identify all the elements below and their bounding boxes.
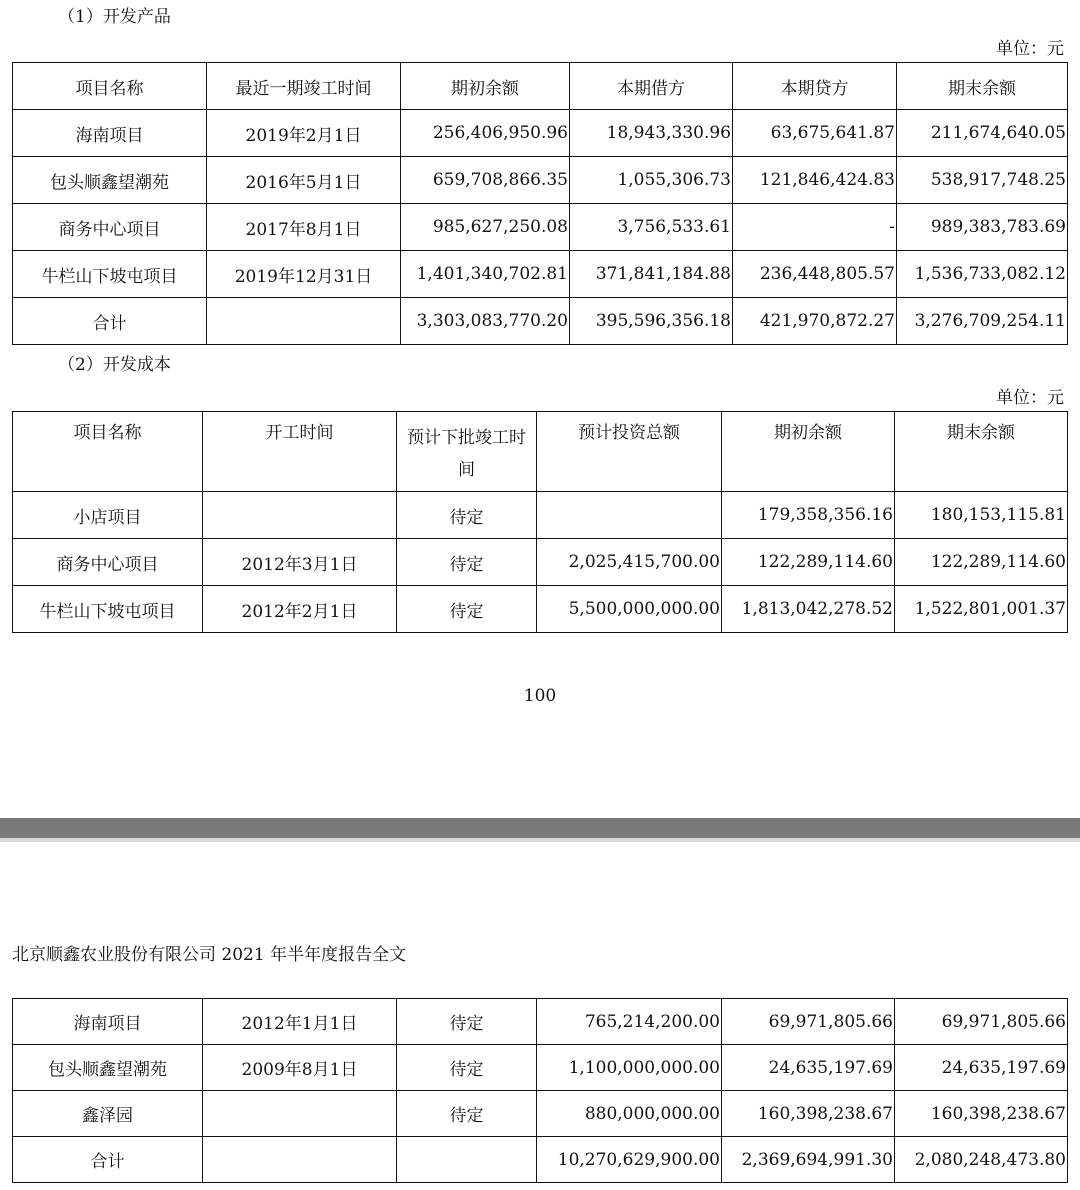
amount-cell: 69,971,805.66: [895, 999, 1068, 1045]
project-name-cell: 鑫泽园: [13, 1091, 203, 1137]
col-header: 最近一期竣工时间: [207, 63, 401, 110]
col-header: 期末余额: [895, 412, 1068, 492]
table-row: [13, 586, 1068, 633]
section1-title: （1）开发产品: [58, 7, 171, 27]
col-header: 项目名称: [13, 63, 207, 110]
amount-cell: 122,289,114.60: [722, 539, 895, 586]
amount-cell: 659,708,866.35: [401, 157, 570, 204]
table-row: [13, 110, 1068, 157]
start-date-cell: [203, 1091, 397, 1137]
completion-date-cell: 2017年8月1日: [207, 204, 401, 251]
start-date-cell: [203, 1137, 397, 1183]
completion-status-cell: [397, 1137, 537, 1183]
amount-cell: 1,536,733,082.12: [897, 251, 1068, 298]
table-header-row: [13, 412, 1068, 492]
total-label-cell: 合计: [13, 298, 207, 345]
amount-cell: 2,025,415,700.00: [537, 539, 722, 586]
project-name-cell: 海南项目: [13, 110, 207, 157]
start-date-cell: 2009年8月1日: [203, 1045, 397, 1091]
amount-cell: 211,674,640.05: [897, 110, 1068, 157]
amount-cell: 1,055,306.73: [570, 157, 733, 204]
dev-costs-table-continued: [12, 998, 1068, 1183]
amount-cell: 160,398,238.67: [895, 1091, 1068, 1137]
project-name-cell: 小店项目: [13, 492, 203, 539]
project-name-cell: 商务中心项目: [13, 539, 203, 586]
start-date-cell: 2012年2月1日: [203, 586, 397, 633]
amount-cell: 179,358,356.16: [722, 492, 895, 539]
amount-cell: 1,813,042,278.52: [722, 586, 895, 633]
project-name-cell: 包头顺鑫望潮苑: [13, 157, 207, 204]
amount-cell: [537, 492, 722, 539]
amount-cell: 2,080,248,473.80: [895, 1137, 1068, 1183]
table-total-row: [13, 1137, 1068, 1183]
col-header: 期初余额: [401, 63, 570, 110]
amount-cell: 3,303,083,770.20: [401, 298, 570, 345]
dev-products-table: [12, 62, 1068, 345]
page-number: 100: [523, 686, 557, 706]
table-row: [13, 999, 1068, 1045]
amount-cell: 18,943,330.96: [570, 110, 733, 157]
section2-title: （2）开发成本: [58, 355, 171, 375]
col-header: 开工时间: [203, 412, 397, 492]
amount-cell: 24,635,197.69: [895, 1045, 1068, 1091]
project-name-cell: 海南项目: [13, 999, 203, 1045]
amount-cell: 765,214,200.00: [537, 999, 722, 1045]
amount-cell: 121,846,424.83: [733, 157, 897, 204]
amount-cell: 985,627,250.08: [401, 204, 570, 251]
col-header: 项目名称: [13, 412, 203, 492]
amount-cell: 10,270,629,900.00: [537, 1137, 722, 1183]
report-header: 北京顺鑫农业股份有限公司 2021 年半年度报告全文: [12, 945, 407, 965]
table-row: [13, 251, 1068, 298]
section1-unit: 单位：元: [996, 39, 1064, 59]
completion-status-cell: 待定: [397, 999, 537, 1045]
col-header: 本期贷方: [733, 63, 897, 110]
table-header-row: [13, 63, 1068, 110]
project-name-cell: 商务中心项目: [13, 204, 207, 251]
start-date-cell: 2012年3月1日: [203, 539, 397, 586]
table-row: [13, 1091, 1068, 1137]
amount-cell: 880,000,000.00: [537, 1091, 722, 1137]
section2-unit: 单位：元: [996, 388, 1064, 408]
start-date-cell: 2012年1月1日: [203, 999, 397, 1045]
col-header: 本期借方: [570, 63, 733, 110]
project-name-cell: 牛栏山下坡屯项目: [13, 586, 203, 633]
page-break-divider: [0, 818, 1080, 838]
completion-status-cell: 待定: [397, 586, 537, 633]
amount-cell: 236,448,805.57: [733, 251, 897, 298]
completion-date-cell: 2019年12月31日: [207, 251, 401, 298]
table-total-row: [13, 298, 1068, 345]
table-row: [13, 1045, 1068, 1091]
amount-cell: 3,276,709,254.11: [897, 298, 1068, 345]
completion-status-cell: 待定: [397, 492, 537, 539]
dev-costs-table: [12, 411, 1068, 633]
col-header: 期初余额: [722, 412, 895, 492]
start-date-cell: [203, 492, 397, 539]
completion-status-cell: 待定: [397, 539, 537, 586]
project-name-cell: 包头顺鑫望潮苑: [13, 1045, 203, 1091]
completion-date-cell: [207, 298, 401, 345]
amount-cell: 1,100,000,000.00: [537, 1045, 722, 1091]
page-break-shadow: [0, 838, 1080, 842]
amount-cell: -: [733, 204, 897, 251]
table-row: [13, 204, 1068, 251]
amount-cell: 122,289,114.60: [895, 539, 1068, 586]
completion-status-cell: 待定: [397, 1091, 537, 1137]
amount-cell: 395,596,356.18: [570, 298, 733, 345]
col-header: 预计投资总额: [537, 412, 722, 492]
completion-date-cell: 2019年2月1日: [207, 110, 401, 157]
amount-cell: 371,841,184.88: [570, 251, 733, 298]
amount-cell: 538,917,748.25: [897, 157, 1068, 204]
table-row: [13, 157, 1068, 204]
total-label-cell: 合计: [13, 1137, 203, 1183]
amount-cell: 421,970,872.27: [733, 298, 897, 345]
amount-cell: 160,398,238.67: [722, 1091, 895, 1137]
project-name-cell: 牛栏山下坡屯项目: [13, 251, 207, 298]
col-header: 预计下批竣工时间: [397, 412, 537, 492]
amount-cell: 1,401,340,702.81: [401, 251, 570, 298]
amount-cell: 3,756,533.61: [570, 204, 733, 251]
amount-cell: 1,522,801,001.37: [895, 586, 1068, 633]
amount-cell: 2,369,694,991.30: [722, 1137, 895, 1183]
table-row: [13, 492, 1068, 539]
amount-cell: 5,500,000,000.00: [537, 586, 722, 633]
amount-cell: 63,675,641.87: [733, 110, 897, 157]
amount-cell: 69,971,805.66: [722, 999, 895, 1045]
amount-cell: 180,153,115.81: [895, 492, 1068, 539]
amount-cell: 989,383,783.69: [897, 204, 1068, 251]
amount-cell: 24,635,197.69: [722, 1045, 895, 1091]
table-row: [13, 539, 1068, 586]
completion-status-cell: 待定: [397, 1045, 537, 1091]
completion-date-cell: 2016年5月1日: [207, 157, 401, 204]
col-header: 期末余额: [897, 63, 1068, 110]
amount-cell: 256,406,950.96: [401, 110, 570, 157]
